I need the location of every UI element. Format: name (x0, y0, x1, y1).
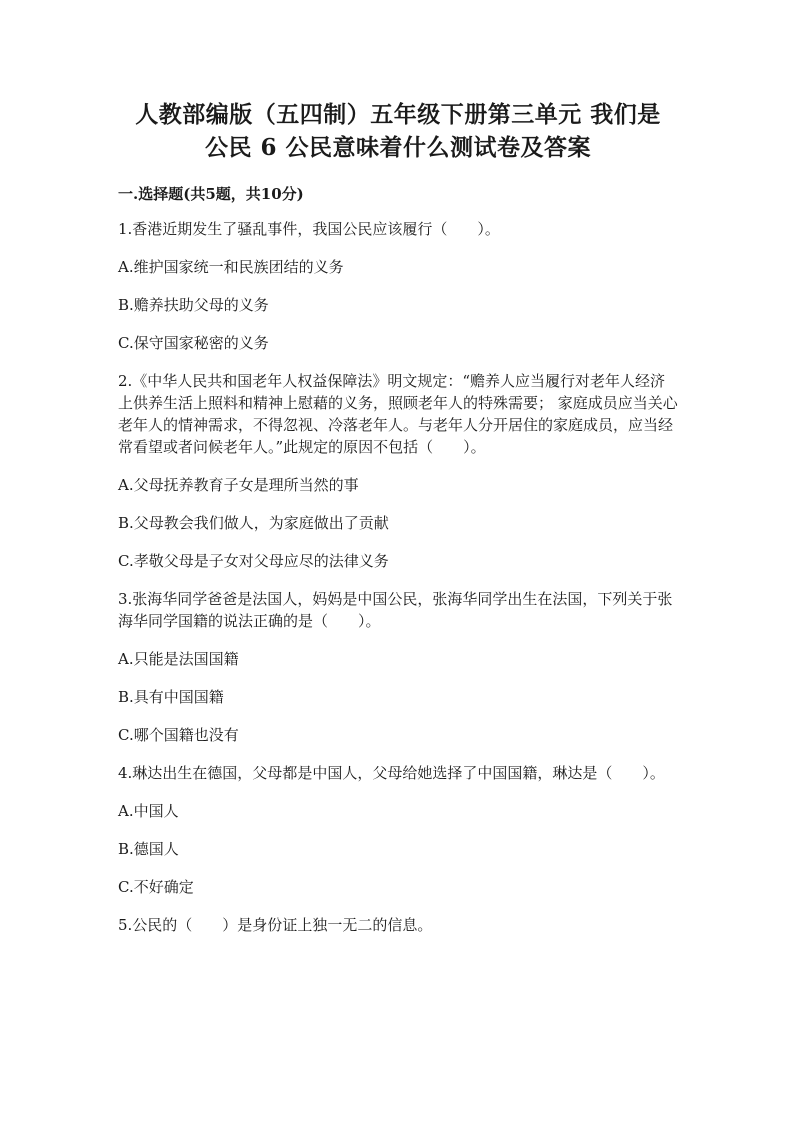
answer-option: C.哪个国籍也没有 (118, 726, 239, 744)
answer-option: B.赡养扶助父母的义务 (118, 296, 269, 314)
answer-option: B.父母教会我们做人，为家庭做出了贡献 (118, 514, 389, 532)
document-page (118, 98, 678, 952)
answer-option: C.不好确定 (118, 878, 194, 896)
question-block (118, 370, 678, 572)
question-block (118, 914, 678, 936)
answer-option: A.父母抚养教育子女是理所当然的事 (118, 476, 359, 494)
document-title (118, 98, 678, 164)
section-heading: 一.选择题(共5题，共10分) (118, 185, 304, 203)
title-line-2: 公民 6 公民意味着什么测试卷及答案 (204, 134, 592, 161)
question-stem: 4.琳达出生在德国，父母都是中国人，父母给她选择了中国国籍，琳达是（ ）。 (118, 764, 665, 782)
answer-option: A.只能是法国国籍 (118, 650, 239, 668)
question-stem: 2.《中华人民共和国老年人权益保障法》明文规定：“赡养人应当履行对老年人经济上供养生活上照料和精神上慰藉的义务，照顾老年人的特殊需要； 家庭成员应当关心老年人的情神需求，不得忽视、冷落老年人。与老年人分开居住的家庭成员，应当经常看望或者问候老年人。”此规定的原因不包括（ ）。 (118, 372, 678, 456)
answer-option: B.具有中国国籍 (118, 688, 224, 706)
question-block (118, 762, 678, 898)
title-line-1: 人教部编版（五四制）五年级下册第三单元 我们是 (135, 101, 661, 128)
question-stem: 5.公民的（ ）是身份证上独一无二的信息。 (118, 916, 433, 934)
answer-option: C.孝敬父母是子女对父母应尽的法律义务 (118, 552, 389, 570)
answer-option: C.保守国家秘密的义务 (118, 334, 269, 352)
question-stem: 3.张海华同学爸爸是法国人，妈妈是中国公民，张海华同学出生在法国，下列关于张海华同学国籍的说法正确的是（ ）。 (118, 590, 673, 630)
answer-option: A.维护国家统一和民族团结的义务 (118, 258, 344, 276)
answer-option: A.中国人 (118, 802, 179, 820)
question-stem: 1.香港近期发生了骚乱事件，我国公民应该履行（ ）。 (118, 220, 500, 238)
question-block (118, 588, 678, 746)
answer-option: B.德国人 (118, 840, 179, 858)
question-block (118, 218, 678, 354)
